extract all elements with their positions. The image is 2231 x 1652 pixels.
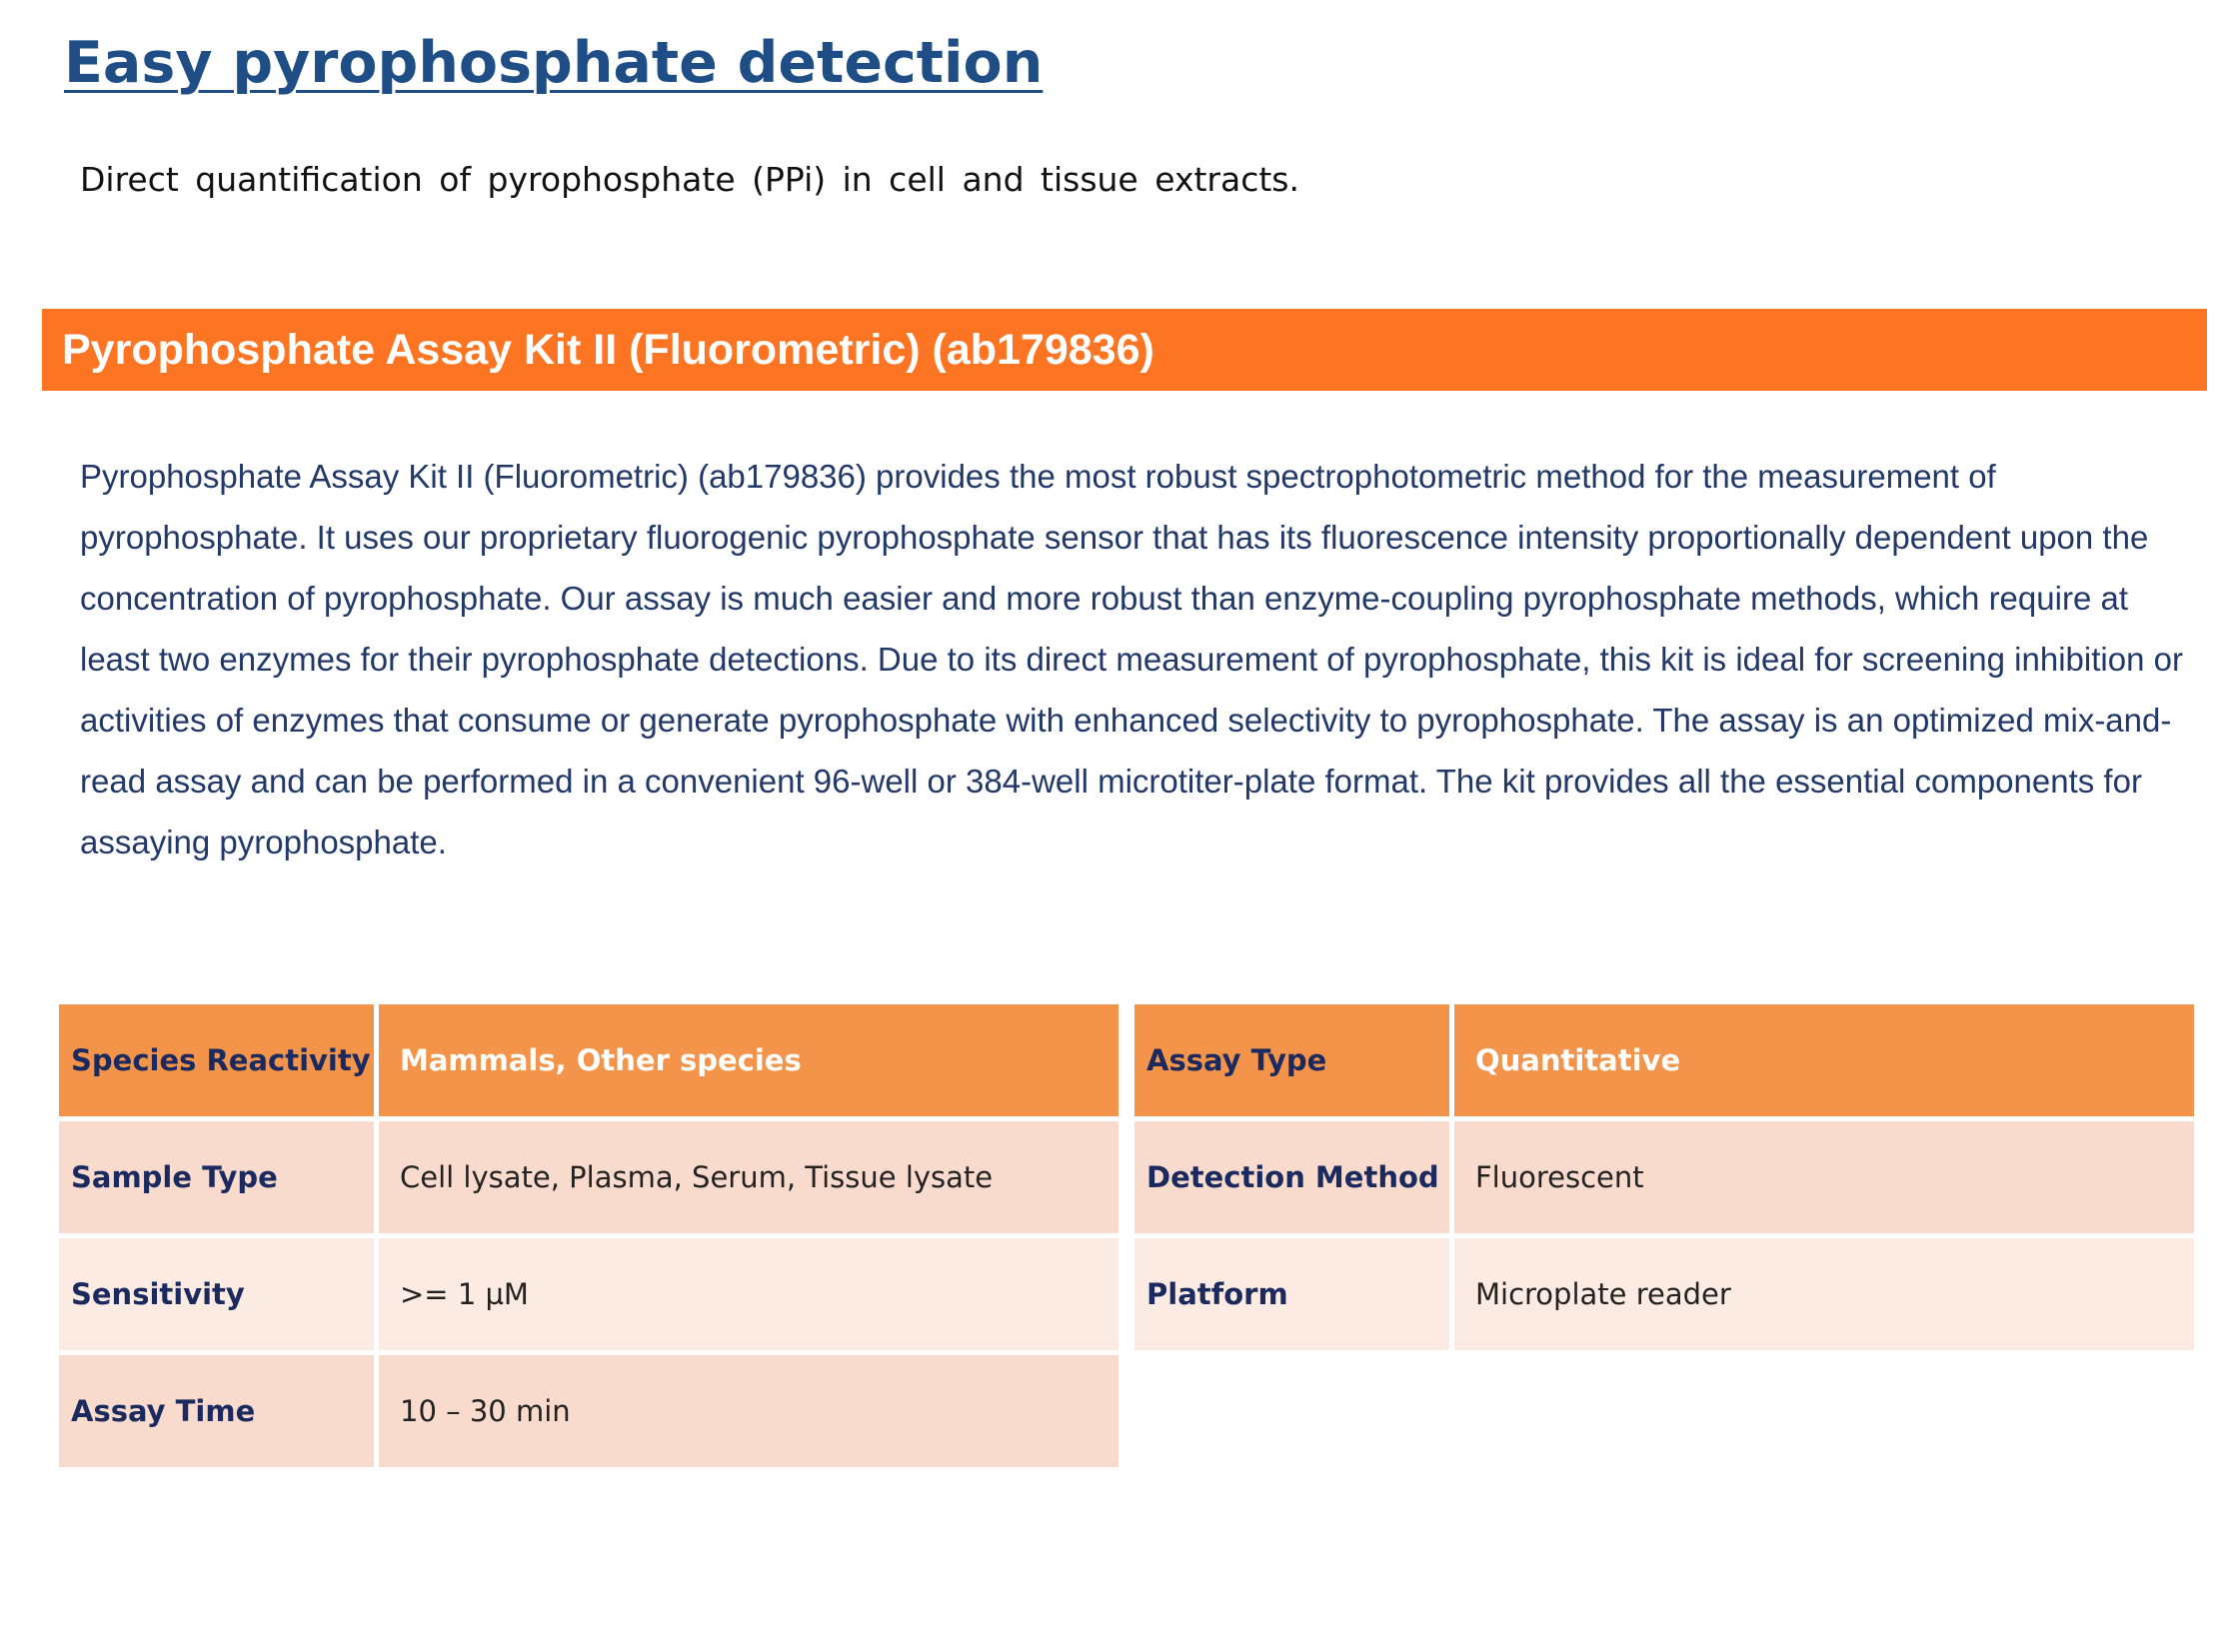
spec-label: Sensitivity xyxy=(59,1238,379,1355)
spec-label: Sample Type xyxy=(59,1121,379,1238)
spec-label: Assay Type xyxy=(1134,1004,1454,1121)
spec-label: Detection Method xyxy=(1134,1121,1454,1238)
spec-value: Cell lysate, Plasma, Serum, Tissue lysate xyxy=(379,1121,1118,1238)
product-description: Pyrophosphate Assay Kit II (Fluorometric) (ab179836) provides the most robust spectrophotometric method for the measurement of pyrophosphate. It uses our proprietary fluorogenic pyrophosphate sensor that has its fluorescence intensity proportionally dependent upon the concentration of pyrophosphate. Our assay is much easier and more robust than enzyme-coupling pyrophosphate methods, which require at least two enzymes for their pyrophosphate detections. Due to its direct measurement of pyrophosphate, this kit is ideal for screening inhibition or activities of enzymes that consume or generate pyrophosphate with enhanced selectivity to pyrophosphate. The assay is an optimized mix-and-read assay and can be performed in a convenient 96-well or 384-well microtiter-plate format. The kit provides all the essential components for assaying pyrophosphate. xyxy=(80,458,2183,860)
spec-value: Quantitative xyxy=(1454,1004,2194,1121)
spec-row-sensitivity xyxy=(59,1238,1118,1355)
spec-row-assay-type xyxy=(1134,1004,2194,1121)
spec-value: Microplate reader xyxy=(1454,1238,2194,1355)
page-subtitle: Direct quantification of pyrophosphate (PPi) in cell and tissue extracts. xyxy=(80,160,1299,199)
spec-label: Assay Time xyxy=(59,1355,379,1472)
spec-row-platform xyxy=(1134,1238,2194,1355)
product-banner xyxy=(42,309,2207,391)
product-name: Pyrophosphate Assay Kit II (Fluorometric) (ab179836) xyxy=(62,326,1154,374)
spec-row-sample-type xyxy=(59,1121,1118,1238)
page-title: Easy pyrophosphate detection xyxy=(64,30,1044,96)
spec-row-species-reactivity xyxy=(59,1004,1118,1121)
spec-label: Species Reactivity xyxy=(59,1004,379,1121)
spec-value: Mammals, Other species xyxy=(379,1004,1118,1121)
spec-row-assay-time xyxy=(59,1355,1118,1472)
spec-value: 10 – 30 min xyxy=(379,1355,1118,1472)
spec-label: Platform xyxy=(1134,1238,1454,1355)
specs-table-right xyxy=(1134,1004,2194,1355)
spec-value: Fluorescent xyxy=(1454,1121,2194,1238)
specs-table-left xyxy=(59,1004,1118,1472)
spec-row-detection-method xyxy=(1134,1121,2194,1238)
spec-value: >= 1 µM xyxy=(379,1238,1118,1355)
